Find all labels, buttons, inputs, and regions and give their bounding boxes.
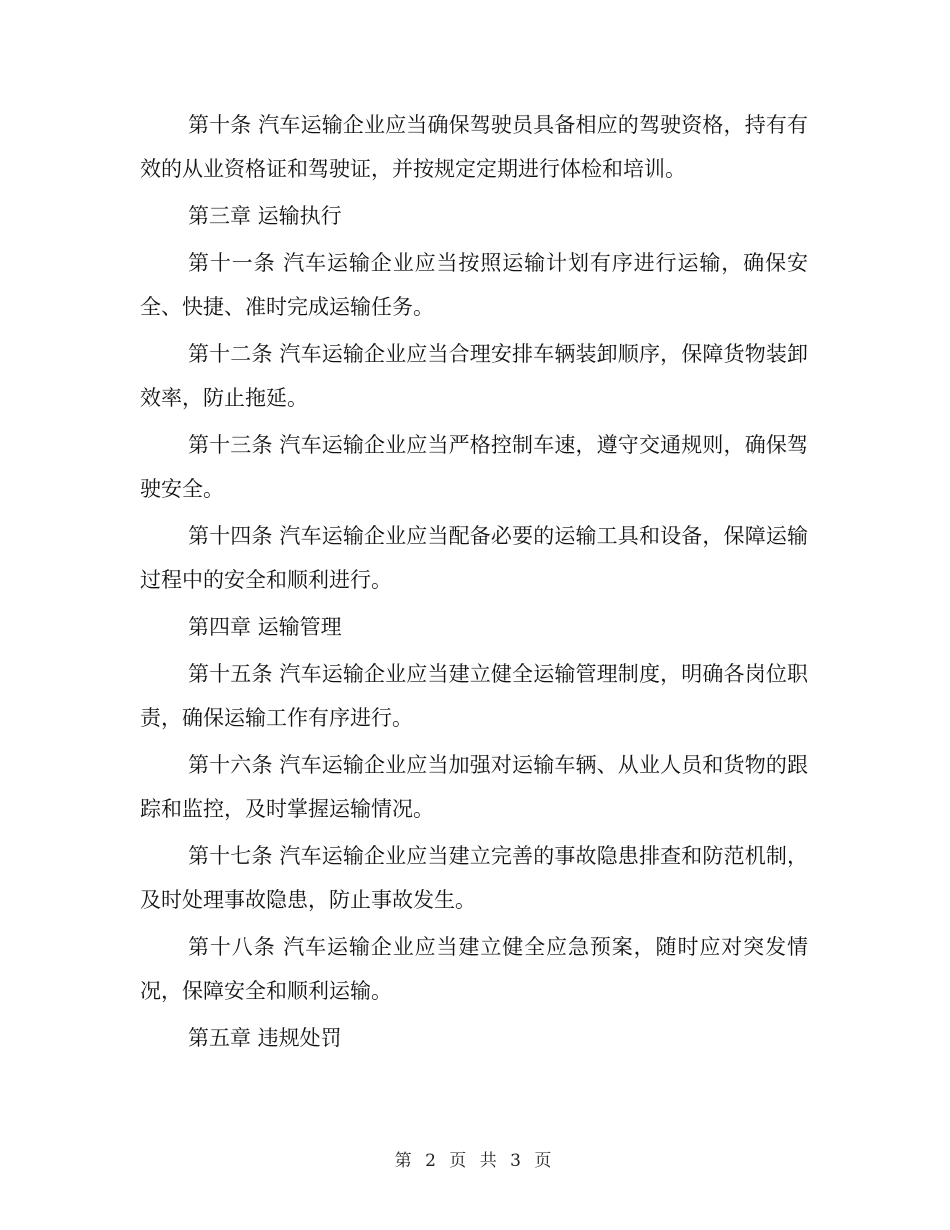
document-body xyxy=(140,103,808,1063)
chapter-4-heading: 第四章 运输管理 xyxy=(188,615,342,639)
article-15: 第十五条 汽车运输企业应当建立健全运输管理制度，明确各岗位职责，确保运输工作有序进行。 xyxy=(140,662,808,730)
article-17: 第十七条 汽车运输企业应当建立完善的事故隐患排查和防范机制，及时处理事故隐患，防止事故发生。 xyxy=(140,844,808,912)
chapter-5-heading: 第五章 违规处罚 xyxy=(188,1026,342,1050)
chapter-3-heading: 第三章 运输执行 xyxy=(188,204,342,228)
article-13: 第十三条 汽车运输企业应当严格控制车速，遵守交通规则，确保驾驶安全。 xyxy=(140,433,808,501)
article-11: 第十一条 汽车运输企业应当按照运输计划有序进行运输，确保安全、快捷、准时完成运输任务。 xyxy=(140,251,808,319)
article-10: 第十条 汽车运输企业应当确保驾驶员具备相应的驾驶资格，持有有效的从业资格证和驾驶证，并按规定定期进行体检和培训。 xyxy=(140,113,808,181)
article-16: 第十六条 汽车运输企业应当加强对运输车辆、从业人员和货物的跟踪和监控，及时掌握运输情况。 xyxy=(140,753,808,821)
article-12: 第十二条 汽车运输企业应当合理安排车辆装卸顺序，保障货物装卸效率，防止拖延。 xyxy=(140,342,808,410)
page-number-footer: 第 2 页 共 3 页 xyxy=(394,1151,556,1171)
article-18: 第十八条 汽车运输企业应当建立健全应急预案，随时应对突发情况，保障安全和顺利运输。 xyxy=(140,935,808,1003)
article-14: 第十四条 汽车运输企业应当配备必要的运输工具和设备，保障运输过程中的安全和顺利进行。 xyxy=(140,524,808,592)
